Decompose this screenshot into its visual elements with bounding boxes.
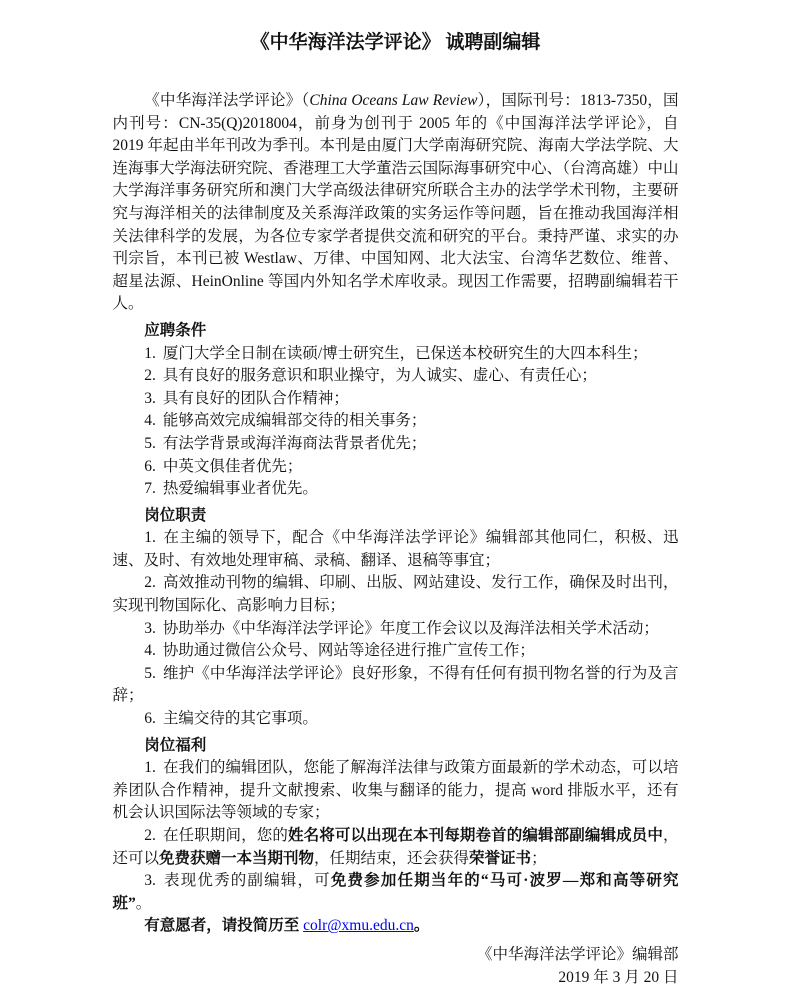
- item-number: 3.: [144, 872, 156, 890]
- item-text-bold: 荣誉证书: [469, 849, 532, 867]
- date-line: 2019 年 3 月 20 日: [558, 968, 679, 986]
- item-number: 1.: [144, 529, 156, 547]
- requirement-item: [113, 365, 679, 388]
- apply-line: [113, 915, 679, 938]
- item-text: ；: [531, 849, 547, 867]
- duty-item: [113, 527, 679, 572]
- item-number: 2.: [144, 827, 156, 844]
- item-text: 表现优秀的副编辑，可: [162, 872, 331, 890]
- requirement-item: [113, 456, 679, 479]
- email-link[interactable]: colr@xmu.edu.cn: [303, 917, 414, 935]
- apply-text-suffix: 。: [413, 917, 430, 935]
- item-number: 2.: [144, 367, 156, 385]
- intro-paragraph: [113, 90, 679, 316]
- item-text: 协助举办《中华海洋法学评论》年度工作会议以及海洋法相关学术活动；: [162, 619, 659, 637]
- item-text: 。: [135, 894, 152, 912]
- duty-item: [113, 618, 679, 641]
- item-text: 能够高效完成编辑部交待的相关事务；: [162, 412, 427, 430]
- item-text: 协助通过微信公众号、网站等途径进行推广宣传工作；: [162, 642, 535, 660]
- duty-item: [113, 572, 679, 617]
- item-text: 有法学背景或海洋海商法背景者优先；: [162, 434, 427, 452]
- item-number: 7.: [144, 480, 156, 498]
- item-number: 2.: [144, 574, 156, 592]
- item-text-bold: 姓名将可以出现在本刊每期卷首的编辑部副编辑成员中: [287, 827, 663, 844]
- item-number: 6.: [144, 710, 156, 728]
- item-number: 4.: [144, 412, 156, 430]
- section-heading-benefits: 岗位福利: [144, 736, 207, 754]
- requirement-item: [113, 388, 679, 411]
- requirement-item: [113, 343, 679, 366]
- item-text: 具有良好的服务意识和职业操守，为人诚实、虚心、有责任心；: [162, 367, 597, 385]
- item-text: 高效推动刊物的编辑、印刷、出版、网站建设、发行工作，确保及时出刊，实现刊物国际化、高影响力目标；: [112, 574, 679, 615]
- item-text: 中英文俱佳者优先；: [162, 457, 303, 475]
- section-heading-duties: 岗位职责: [144, 506, 207, 524]
- duty-item: [113, 663, 679, 708]
- item-number: 5.: [144, 664, 156, 682]
- intro-run-1: 《中华海洋法学评论》（: [144, 92, 310, 109]
- item-number: 4.: [144, 642, 156, 660]
- item-text: 在任职期间，您的: [162, 827, 288, 844]
- benefit-item: [113, 825, 679, 870]
- section-heading-requirements: 应聘条件: [144, 321, 207, 339]
- item-text-bold: 免费参加任期当年的“马可·波罗—郑和高等研究班”: [112, 872, 679, 912]
- item-number: 3.: [144, 389, 156, 407]
- item-text: 维护《中华海洋法学评论》良好形象，不得有任何有损刊物名誉的行为及言辞；: [112, 664, 679, 705]
- item-text: 在主编的领导下，配合《中华海洋法学评论》编辑部其他同仁，积极、迅速、及时、有效地处理审稿、录稿、翻译、退稿等事宜；: [112, 529, 679, 569]
- item-number: 6.: [144, 457, 156, 475]
- item-text: 厦门大学全日制在读硕/博士研究生，已保送本校研究生的大四本科生；: [162, 344, 648, 362]
- duty-item: [113, 708, 679, 731]
- item-text: 在我们的编辑团队，您能了解海洋法律与政策方面最新的学术动态，可以培养团队合作精神，提升文献搜索、收集与翻译的能力，提高 word 排版水平，还有机会认识国际法等领域的专家；: [112, 759, 679, 822]
- duty-item: [113, 640, 679, 663]
- item-number: 1.: [144, 344, 156, 362]
- benefit-item: [113, 870, 679, 915]
- item-number: 3.: [144, 619, 156, 637]
- item-number: 1.: [144, 759, 156, 777]
- requirement-item: [113, 433, 679, 456]
- intro-run-2: ），国际刊号：1813-7350，国内刊号：CN-35(Q)2018004，前身为创刊于 2005 年的《中国海洋法学评论》，自 2019 年起由半年刊改为季刊。本刊是由厦门大学南海研究院、海南大学法学院、大连海事大学海法研究院、香港理工大学董浩云国际海事研究中心、（台湾高雄）中山大学海洋事务研究所和澳门大学高级法律研究所联合主办的法学学术刊物，主要研究与海洋相关的法律制度及关系海洋政策的实务运作等问题，旨在推动我国海洋相关法律科学的发展，为各位专家学者提供交流和研究的平台。秉持严谨、求实的办刊宗旨，本刊已被 Westlaw、万律、中国知网、北大法宝、台湾华艺数位、维普、超星法源、HeinOnline 等国内外知名学术库收录。现因工作需要，招聘副编辑若干人。: [112, 92, 679, 313]
- item-text: 主编交待的其它事项。: [162, 710, 318, 728]
- item-text: ，任期结束，还会获得: [314, 849, 470, 867]
- item-text: 热爱编辑事业者优先。: [162, 480, 318, 498]
- item-text-bold: 免费获赠一本当期刊物: [159, 849, 315, 867]
- document-page: [113, 0, 679, 989]
- journal-english-name: China Oceans Law Review: [309, 92, 478, 109]
- benefit-item: [113, 757, 679, 825]
- requirement-item: [113, 410, 679, 433]
- item-number: 5.: [144, 434, 156, 452]
- signature-block: [113, 944, 679, 989]
- signature-line: 《中华海洋法学评论》编辑部: [476, 945, 679, 963]
- item-text: ，还可以: [112, 827, 679, 867]
- page-title: 《中华海洋法学评论》 诚聘副编辑: [250, 32, 541, 53]
- item-text: 具有良好的团队合作精神；: [162, 389, 349, 407]
- requirement-item: [113, 478, 679, 501]
- apply-text: 有意愿者，请投简历至: [144, 917, 304, 935]
